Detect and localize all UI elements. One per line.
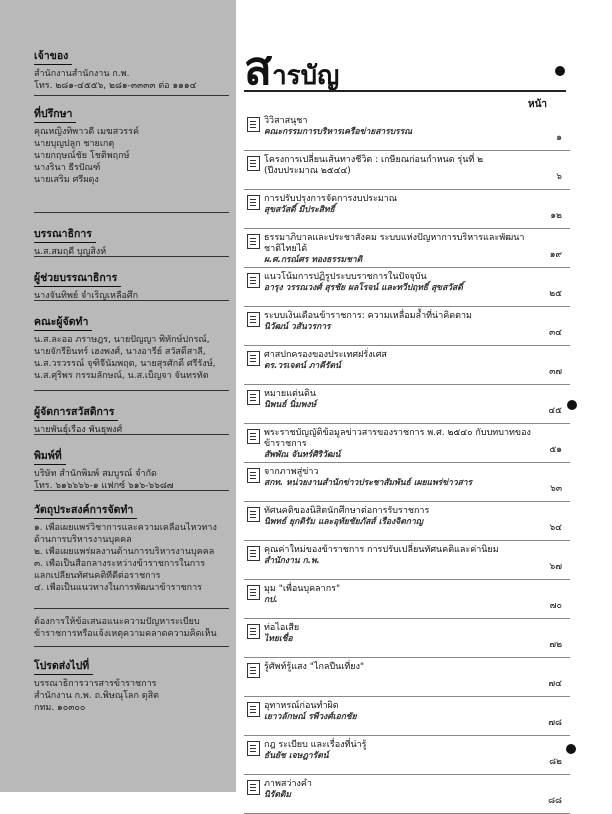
staff-line: นายจักรียินทร์ เฮงพงศ์, นางอารีย์ สวัสดิ์สาลี, [34,347,206,357]
toc-entry-text [264,506,532,528]
toc-entry-page: ๗๘ [548,718,562,728]
toc-entry-author: อารุง วรรณวงศ์ สุรชัย ผลโรจน์ และทวีปฤทธิ์ สุขสวัสดิ์ [264,283,463,293]
document-icon [247,234,260,249]
toc-entry-title: แนวโน้มการปฏิรูประบบราชการในปัจจุบัน [264,272,427,282]
document-icon [247,312,260,327]
toc-entry-title: ท่อไอเสีย [264,623,300,633]
note-section [34,616,230,640]
document-icon [247,156,260,171]
send-to-line: กทม. ๑๐๓๐๐ [34,703,86,713]
toc-entry-page: ๖๔ [549,523,562,533]
advisor-line: คุณหญิงทิพาวดี เมฆสวรรค์ [34,127,139,137]
toc-entry[interactable] [244,736,570,775]
divider [34,300,229,301]
owner-line: โทร. ๒๘๑-๔๕๕๖, ๒๘๑-๓๓๓๓ ต่อ ๑๑๑๔ [34,81,197,91]
note-line: ต้องการให้ข้อเสนอแนะความปัญหาระเบียบ [34,617,200,627]
staff-line: น.ส.ศุริพร กรรมลักษณ์, น.ส.เบ็ญจา จันทรทัต [34,371,209,381]
send-to-line: บรรณาธิการวารสารข้าราชการ [34,679,157,689]
toc-entry-author: สุขสวัสดิ์ มีประสิทธิ์ [264,205,335,215]
toc-entry-title: ธรรมาภิบาลและประชาสังคม ระบบแห่งปัญหาการบริหารและพัฒนาชาติไทยได้ [264,233,525,254]
document-icon [247,507,260,522]
document-icon [247,390,260,405]
toc-entry-title: รู้ศัพท์รู้แสง "ไกลปืนเที่ยง" [264,662,365,672]
toc-entry-title: คุณค่าใหม่ของข้าราชการ การปรับเปลี่ยนทัศนคติและค่านิยม [264,545,499,555]
toc-entry-text [264,272,532,294]
toc-entry-page: ๘๘ [548,796,562,806]
asst-editor-heading: ผู้ช่วยบรรณาธิการ [34,269,121,287]
toc-entry-page: ๗๒ [549,640,562,650]
owner-line: สำนักงานสำนักงาน ก.พ. [34,69,130,79]
page-column-header: หน้า [528,99,548,110]
divider [34,95,229,96]
toc-entry-page: ๖ [556,172,562,182]
toc-entry-page: ๗๔ [548,679,562,689]
staff-line: น.ส.ละออ ภราษฎร, นายปัญญา พิทักษ์ปกรณ์, [34,335,210,345]
toc-entry-title: ระบบเงินเดือนข้าราชการ: ความเหลื่อมล้ำที่น่าคิดตาม [264,311,472,321]
toc-entry-author: สกท. หน่วยงานสำนักข่าวประชาสัมพันธ์ เผยแพร่ข่าวสาร [264,478,473,488]
toc-entry[interactable] [244,307,570,346]
toc-entry[interactable] [244,541,570,580]
toc-entry-page: ๓๗ [549,367,562,377]
sidebar-panel [0,0,236,792]
divider [34,212,229,213]
toc-entry-page: ๕๑ [549,445,562,455]
document-icon [247,351,260,366]
toc-entry-title: ศาสปกครองของประเทศฝรั่งเศส [264,350,387,360]
toc-entry-text [264,662,532,673]
divider [34,434,229,435]
toc-entry-page: ๖๓ [550,484,562,494]
divider [34,256,229,257]
toc-entry-text [264,389,532,411]
toc-entry-author: เยาวลักษณ์ รพีวงศ์เอกชัย [264,712,357,722]
toc-entry-title: อุทาหรณ์ก่อนทำผิด [264,701,339,711]
editor-heading: บรรณาธิการ [34,225,96,243]
toc-entry-author: นิรัตติม [264,790,292,800]
toc-entry-title: วิวิสาสนุชา [264,116,308,126]
staff-heading: คณะผู้จัดทำ [34,313,92,331]
toc-entry-text [264,701,532,723]
asst-editor-section [34,266,230,302]
toc-entry-text [264,428,532,461]
toc-entry-author: ธันยัช เจษฎารัตน์ [264,751,329,761]
toc-entry-title: กฎ ระเบียบ และเรื่องที่น่ารู้ [264,740,367,750]
toc-entry[interactable] [244,502,570,541]
advisor-line: นายกฤษณ์ชัย โชติพฤกษ์ [34,151,130,161]
objectives-section [34,498,230,594]
toc-entry[interactable] [244,268,570,307]
note-line: ข้าราชการหรือแจ้งเหตุความคลาดความคิดเห็น [34,629,217,639]
advisor-line: นายบุญปลูก ชายเกตุ [34,139,115,149]
owner-section [34,44,230,92]
divider [34,608,229,609]
toc-entry[interactable] [244,151,570,190]
toc-entry[interactable] [244,229,570,268]
advisors-section [34,102,230,186]
toc-entry[interactable] [244,112,570,151]
toc-entry-author: ผ.ศ.กรณ์ศร ทองธรรมชาติ [264,255,363,265]
document-icon [247,624,260,639]
toc-entry-author: ดร.วรเจตน์ ภาคีรัตน์ [264,361,341,371]
advisor-line: นายเสริม ศรีผดุง [34,175,99,185]
toc-entry[interactable] [244,346,570,385]
toc-entry-title: ทัศนคติของนิสิตนักศึกษาต่อการรับราชการ [264,506,430,516]
printer-section [34,444,230,492]
toc-entry-text [264,350,532,372]
toc-entry[interactable] [244,463,570,502]
toc-entry-text [264,545,532,567]
manager-heading: ผู้จัดการสวัสดิการ [34,403,118,421]
toc-entry[interactable] [244,385,570,424]
toc-entry-text [264,623,532,645]
toc-entry-author: สำนักงาน ก.พ. [264,556,320,566]
toc-entry-text [264,194,532,216]
table-of-contents [244,112,570,814]
document-icon [247,195,260,210]
toc-entry-text [264,311,532,333]
staff-section [34,310,230,382]
manager-section [34,400,230,436]
toc-entry[interactable] [244,619,570,658]
title-underline [244,90,566,92]
objectives-heading: วัตถุประสงค์การจัดทำ [34,501,137,519]
toc-entry-author: สัพพัณ จันทร์ศิริวัฒน์ [264,450,341,460]
document-icon [247,741,260,756]
toc-entry-text [264,740,532,762]
document-icon [247,429,260,444]
toc-entry-page: ๓๔ [549,328,562,338]
objective-line: แลกเปลี่ยนทัศนคติที่ดีต่อราชการ [34,571,161,581]
objective-line: ด้านการบริหารงานบุคคล [34,535,132,545]
toc-entry[interactable] [244,775,570,814]
toc-entry[interactable] [244,697,570,736]
document-icon [247,273,260,288]
toc-entry-page: ๒๕ [549,289,562,299]
objective-line: ๓. เพื่อเป็นสื่อกลางระหว่างข้าราชการในการ [34,559,206,569]
toc-entry-page: ๖๗ [549,562,562,572]
toc-entry-author: คณะกรรมการบริหารเครือข่ายสารบรรณ [264,127,413,137]
printer-heading: พิมพ์ที่ [34,447,66,465]
toc-entry-author: ไทยเชื่อ [264,634,293,644]
printer-line: โทร. ๖๑๖๖๖๖-๑ แฟกซ์ ๖๑๖-๖๖๘๗ [34,481,174,491]
document-icon [247,546,260,561]
document-icon [247,663,260,678]
objective-line: ๒. เพื่อเผยแพร่ผลงานด้านการบริหารงานบุคคล [34,547,215,557]
toc-entry-title: หมายแต่นดิน [264,389,316,399]
toc-entry-page: ๗๐ [549,601,562,611]
objective-line: ๔. เพื่อเป็นแนวทางในการพัฒนาข้าราชการ [34,583,202,593]
toc-entry-text [264,779,532,801]
toc-entry-title: จากภาพสู่ข่าว [264,467,319,477]
bullet-dot [555,66,565,76]
document-icon [247,780,260,795]
staff-line: น.ส.วรวรรณ์ จุฑิจีนัมพฤต, นายสุรศักดิ์ ศรีรังษ์, [34,359,216,369]
divider [34,390,229,391]
toc-entry-page: ๑ [556,133,562,143]
divider [34,490,229,491]
send-to-line: สำนักงาน ก.พ. ถ.พิษณุโลก ดุสิต [34,691,159,701]
toc-entry-author: นิพนธ์ นิ่มพงษ์ [264,400,317,410]
toc-entry-text [264,116,532,138]
toc-entry-page: ๔๕ [548,406,562,416]
owner-heading: เจ้าของ [34,47,72,65]
toc-entry[interactable] [244,190,570,229]
toc-entry-text [264,584,532,606]
toc-entry-author: กป. [264,595,278,605]
document-icon [247,702,260,717]
advisor-line: นางรินา ธีรปัณฑ์ [34,163,101,173]
printer-line: บริษัท สำนักพิมพ์ สมบูรณ์ จำกัด [34,469,157,479]
toc-entry[interactable] [244,580,570,619]
toc-entry-page: ๘๒ [549,757,562,767]
toc-entry-page: ๑๙ [549,250,562,260]
toc-entry-text [264,467,532,489]
toc-entry-page: ๑๒ [550,211,562,221]
document-icon [247,468,260,483]
send-to-heading: โปรดส่งไปที่ [34,657,93,675]
toc-entry[interactable] [244,658,570,697]
document-icon [247,585,260,600]
asst-editor-line: นางจันทิพย์ จำเริญเหลือศึก [34,291,139,301]
toc-entry-title: โครงการเปลี่ยนเส้นทางชีวิต : เกษียณก่อนกำหนด รุ่นที่ ๒ (ปีงบประมาณ ๒๕๔๔) [264,155,484,176]
toc-entry-text [264,155,532,177]
toc-entry-title: ภาพสว่างคำ [264,779,312,789]
send-to-section [34,654,230,714]
toc-entry-text [264,233,532,266]
advisors-heading: ที่ปรึกษา [34,105,76,123]
toc-entry-title: พระราชบัญญัติข้อมูลข่าวสารของราชการ พ.ศ. ๒๕๔๐ กับบทบาทของข้าราชการ [264,428,531,449]
title-rest: ารบัญ [272,61,340,91]
editor-section [34,222,230,258]
objective-line: ๑. เพื่อเผยแพร่วิชาการและความเคลื่อนไหวทาง [34,523,217,533]
editor-line: น.ส.สมฤดี บุญสิงห์ [34,247,107,257]
manager-line: นายพันธุ์เรือง พันธุพงศ์ [34,425,123,435]
toc-entry[interactable] [244,424,570,463]
divider [34,646,229,647]
toc-entry-author: นิวัฒน์ วสันวรการ [264,322,331,332]
title-initial: ส [244,41,273,95]
toc-entry-title: การปรับปรุงการจัดการงบประมาณ [264,194,398,204]
document-icon [247,117,260,132]
toc-entry-author: นิพทธ์ ยุกติรัม และอุทัยชัยภัสส์ เรืองจิตกาญ [264,517,423,527]
toc-entry-title: มุม "เพื่อนบุคลากร" [264,584,341,594]
